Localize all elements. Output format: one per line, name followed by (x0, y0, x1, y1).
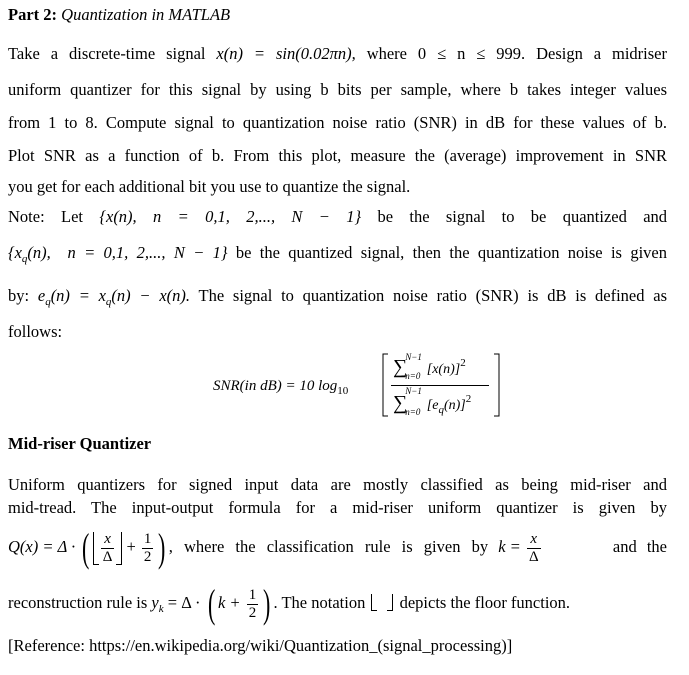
classification-text: , where the classification rule is given by (168, 537, 489, 556)
midriser-line-2: mid-tread. The input-output formula for a mid-riser uniform quantizer is given by (8, 498, 667, 517)
part-label: Part 2: (8, 5, 58, 24)
part-title: Quantization in MATLAB (61, 5, 231, 24)
quantizer-formula-line: Q(x) = Δ · ( $\frac{x}{\Delta}$ + $\frac{1}{2}$ ) , where the classification rule is given by k = $\frac{x}{\Delta}$ and the (8, 525, 667, 571)
intro-line-2: uniform quantizer for this signal by using b bits per sample, where b takes integer values (8, 80, 667, 99)
note-line-3: by: $e_q(n) = x_q(n) - x(n)$. The signal to quantization noise ratio (SNR) is dB is defined as (8, 286, 667, 308)
intro-line-1: Take a discrete-time signal x(n) = sin(0.02πn), where 0 ≤ n ≤ 999. Design a midriser (8, 44, 667, 63)
right-paren: ) (158, 525, 166, 571)
recon-right-paren: ) (263, 581, 271, 627)
note-line-4: follows: (8, 322, 63, 341)
formula-numerator: ∑ N−1 n=0 $[x(n)]^2$ (393, 352, 466, 381)
formula-lhs: SNR(in dB) = 10 $\log_{10}$ (213, 378, 349, 397)
floor-right-bracket (116, 532, 122, 565)
midriser-title: Mid-riser Quantizer (8, 434, 152, 453)
signal-set: {x(n), n = 0,1, 2,..., N − 1} (99, 207, 362, 226)
reconstruction-line: reconstruction rule is $y_k = \Delta$ · ( k + $\frac{1}{2}$ ) . The notation depicts the floor function. (8, 581, 571, 627)
x-over-delta: $\frac{x}{\Delta}$ (102, 530, 113, 565)
intro-line-5: you get for each additional bit you use to quantize the signal. (8, 177, 411, 196)
one-half: $\frac{1}{2}$ (143, 530, 152, 565)
note-line-2: {$x_q(n)$, n = 0,1, 2,..., N − 1} be the quantized signal, then the quantization noise is given (8, 243, 667, 265)
part-heading (8, 5, 230, 25)
intro-line-3: from 1 to 8. Compute signal to quantization noise ratio (SNR) in dB for these values of b. (8, 113, 667, 132)
floor-notation-right (387, 594, 393, 611)
signal-expression: x(n) = sin(0.02πn), (216, 44, 356, 63)
formula-fraction (381, 352, 501, 418)
intro-line-4: Plot SNR as a function of b. From this plot, measure the (average) improvement in SNR (8, 146, 667, 165)
k-fraction: $\frac{x}{\Delta}$ (528, 530, 539, 565)
note-line-1: Note: Let {x(n), n = 0,1, 2,..., N − 1} be the signal to be quantized and (8, 207, 668, 226)
left-paren: ( (82, 525, 90, 571)
formula-denominator: ∑ N−1 n=0 $[e_q(n)]^2$ (393, 386, 472, 417)
reference-line: [Reference: https://en.wikipedia.org/wiki/Quantization_(signal_processing)] (8, 636, 513, 655)
floor-notation-left (371, 594, 377, 611)
noise-expression: $e_q(n) = x_q(n) - x(n)$. (37, 286, 191, 308)
recon-left-paren: ( (207, 581, 215, 627)
note-label: Note: (8, 207, 45, 226)
floor-left-bracket (93, 532, 99, 565)
midriser-line-1: Uniform quantizers for signed input data are mostly classified as being mid-riser and (8, 475, 667, 494)
recon-one-half: $\frac{1}{2}$ (248, 586, 257, 621)
quantized-signal-set: {$x_q(n)$, n = 0,1, 2,..., N − 1} (8, 243, 228, 265)
